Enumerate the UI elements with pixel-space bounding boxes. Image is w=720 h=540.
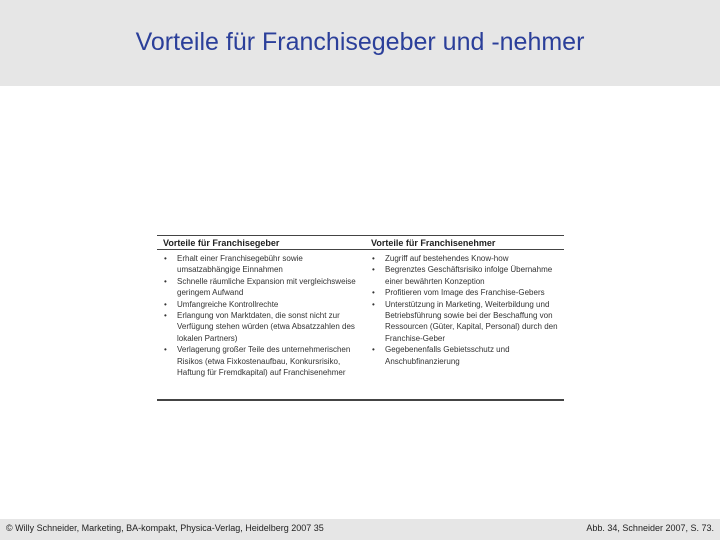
footer-bar xyxy=(0,519,720,540)
list-item: • Schnelle räumliche Expansion mit vergleichsweise geringem Aufwand xyxy=(164,276,356,298)
list-item: • Unterstützung in Marketing, Weiterbildung und Betriebsführung sowie bei der Beschaffung von Ressourcen (Güter, Kapital, Personal) durch den Franchise-Geber xyxy=(372,299,558,343)
bullet-icon: • xyxy=(372,345,375,355)
table-top-rule xyxy=(157,235,564,236)
list-item: • Verlagerung großer Teile des unternehmerischen Risikos (etwa Fixkostenaufbau, Konkursrisiko, Haftung für Fremdkapital) auf Franchisenehmer xyxy=(164,345,351,378)
franchisor-advantages-list xyxy=(163,253,359,378)
bullet-icon: • xyxy=(164,299,167,309)
franchisee-column-header: Vorteile für Franchisenehmer xyxy=(371,238,496,248)
list-item: • Begrenztes Geschäftsrisiko infolge Übernahme einer bewährten Konzeption xyxy=(372,265,553,286)
franchisee-advantages-list xyxy=(371,253,561,367)
slide-title: Vorteile für Franchisegeber und -nehmer xyxy=(135,28,585,56)
list-item: • Erlangung von Marktdaten, die sonst nicht zur Verfügung stehen würden (etwa Absatzzahlen des lokalen Partners) xyxy=(164,311,355,343)
bullet-icon: • xyxy=(164,254,167,263)
footer-source: Abb. 34, Schneider 2007, S. 73. xyxy=(586,523,714,533)
table-bottom-rule xyxy=(157,399,564,401)
bullet-icon: • xyxy=(372,288,375,298)
bullet-icon: • xyxy=(164,276,167,286)
franchisor-column-header: Vorteile für Franchisegeber xyxy=(163,238,280,248)
footer-copyright: © Willy Schneider, Marketing, BA-kompakt, Physica-Verlag, Heidelberg 2007 35 xyxy=(6,523,324,533)
bullet-icon: • xyxy=(372,254,375,263)
bullet-icon: • xyxy=(164,345,167,355)
bullet-icon: • xyxy=(164,311,167,321)
list-item: • Erhalt einer Franchisegebühr sowie umsatzabhängige Einnahmen xyxy=(164,254,303,275)
title-bar xyxy=(0,0,720,86)
bullet-icon: • xyxy=(372,299,375,309)
bullet-icon: • xyxy=(372,265,375,275)
advantages-table xyxy=(157,235,564,401)
list-item: • Gegebenenfalls Gebietsschutz und Anschubfinanzierung xyxy=(372,345,510,366)
franchisor-column xyxy=(163,237,359,378)
list-item: • Profitieren vom Image des Franchise-Gebers xyxy=(372,288,545,298)
list-item: • Umfangreiche Kontrollrechte xyxy=(164,299,279,309)
list-item: • Zugriff auf bestehendes Know-how xyxy=(372,254,509,263)
franchisee-column xyxy=(371,237,561,367)
